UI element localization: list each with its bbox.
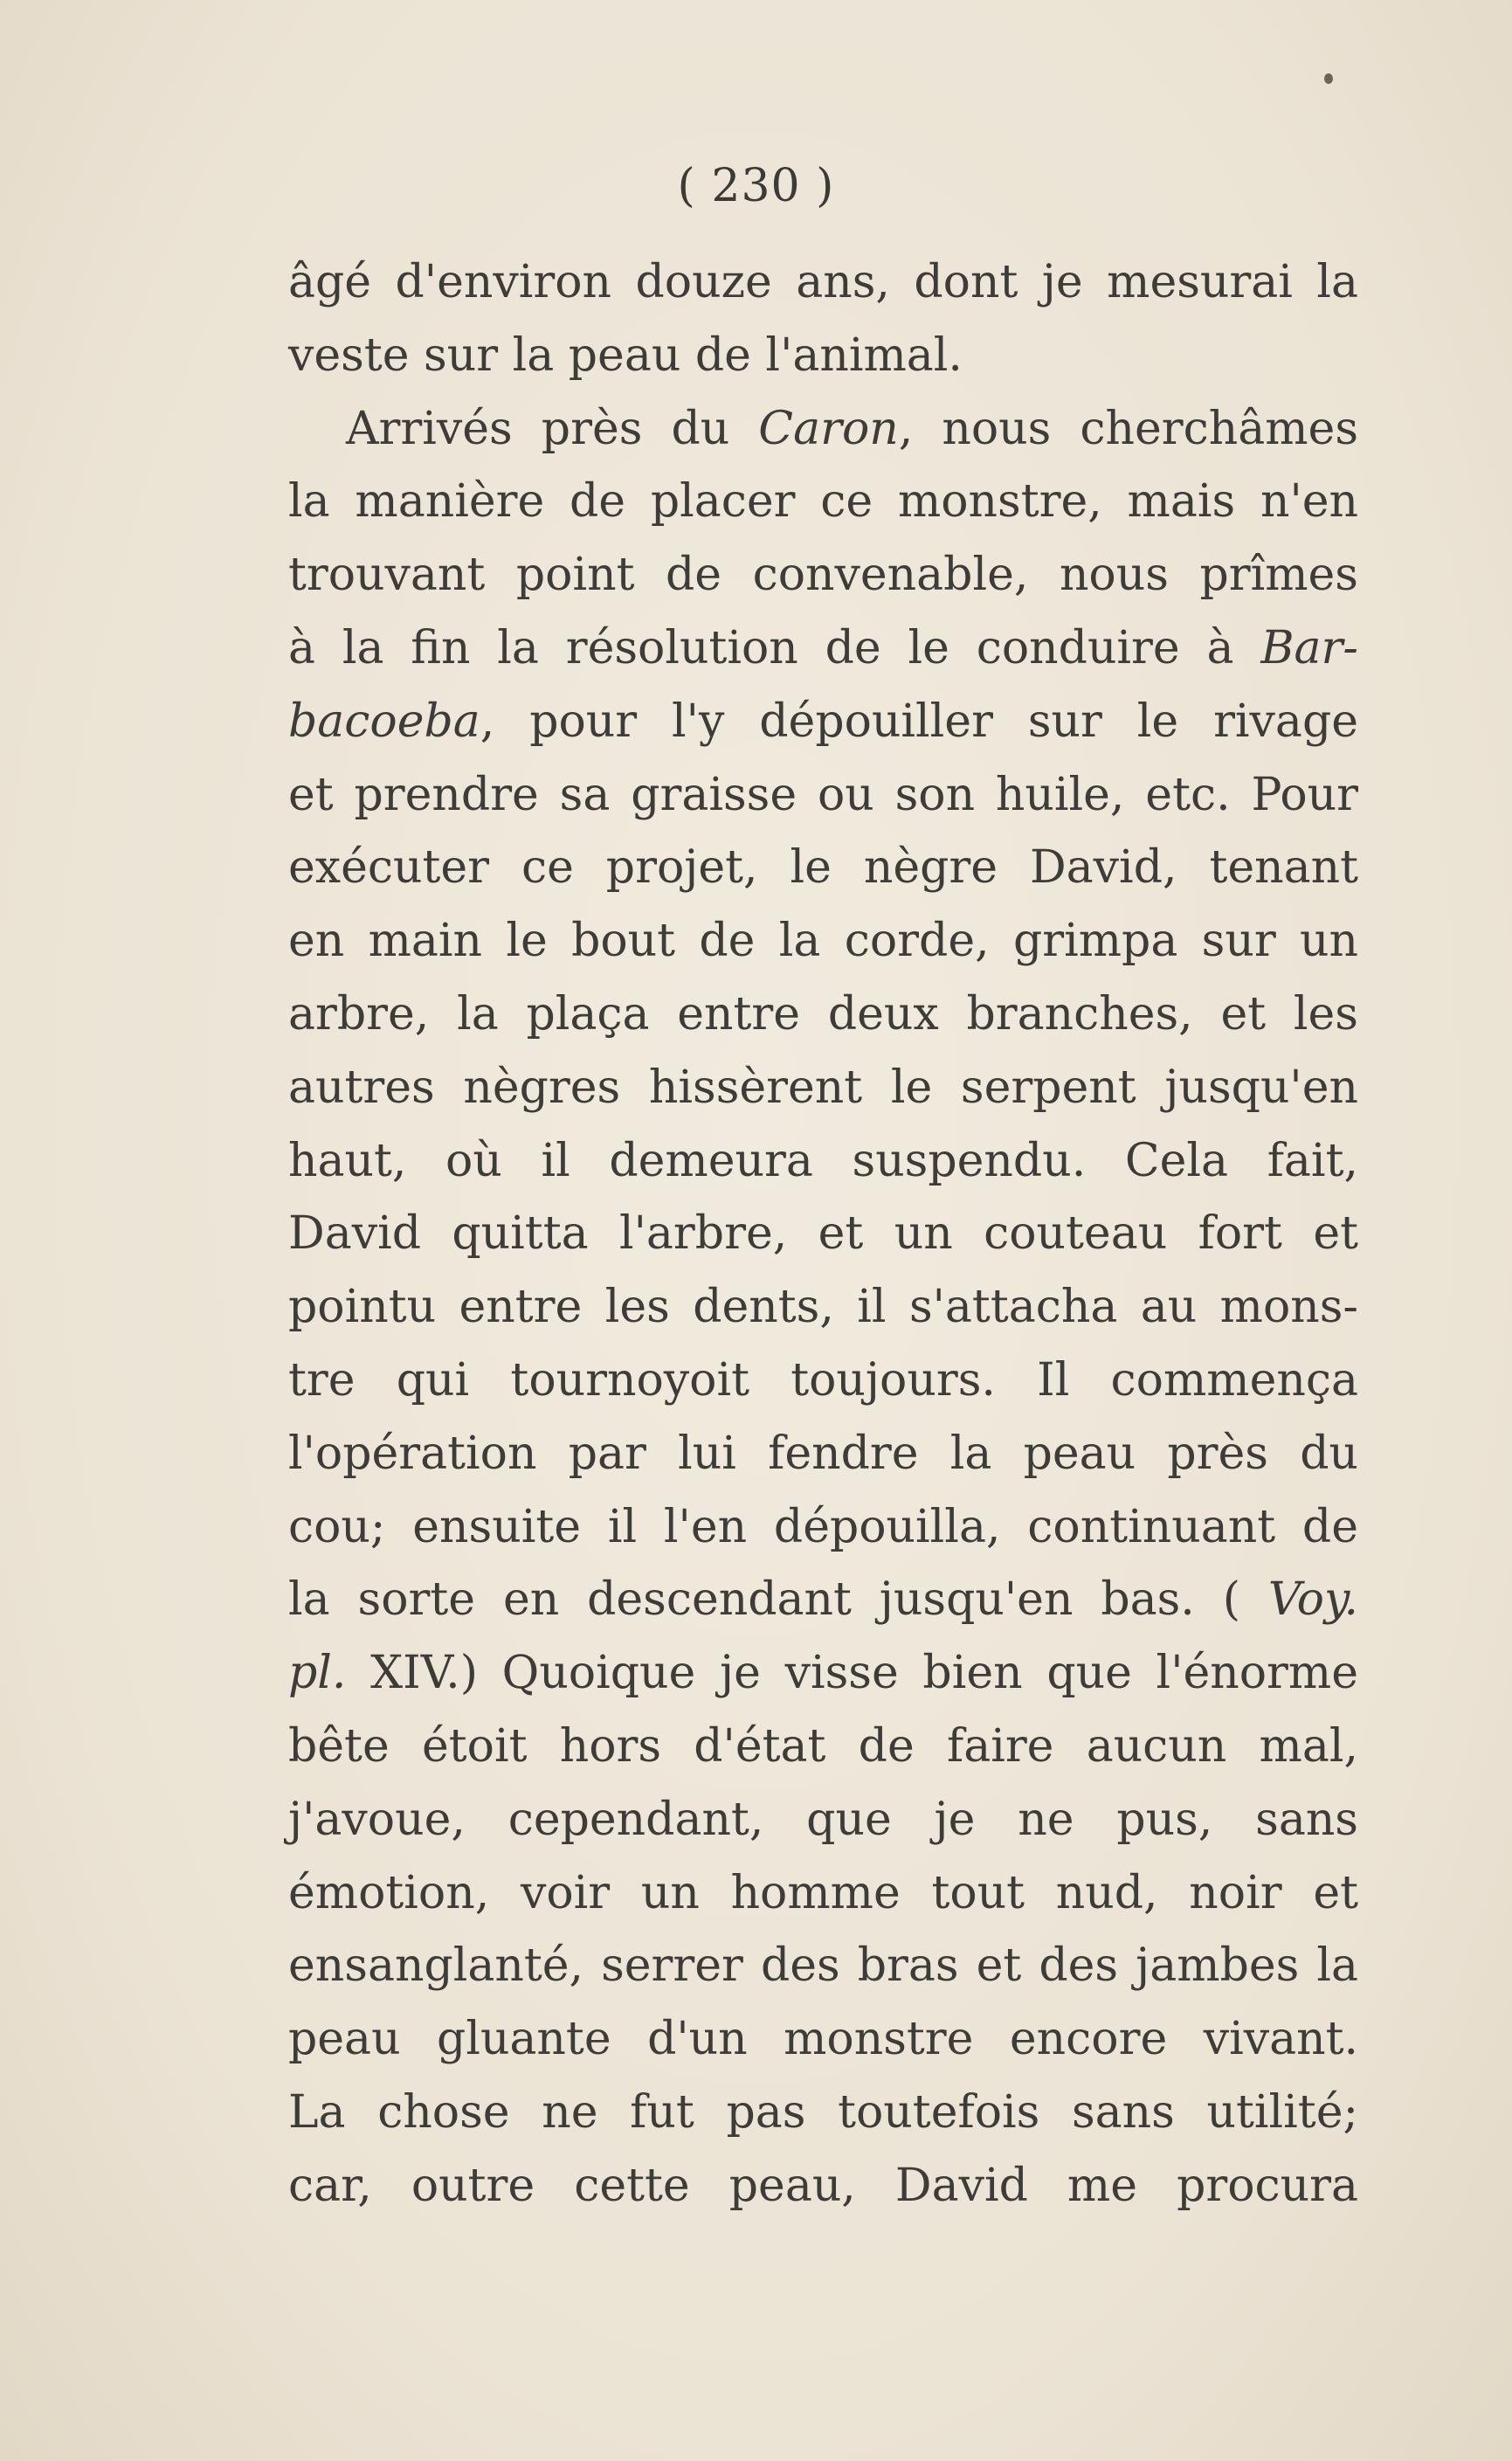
text-line: bête étoit hors d'état de faire aucun mal, (288, 1719, 1358, 1773)
text-line: pointu entre les dents, il s'attacha au mons- (288, 1281, 1358, 1334)
text-line: La chose ne fut pas toutefois sans utilité; (288, 2085, 1358, 2139)
text-line: j'avoue, cependant, que je ne pus, sans (288, 1793, 1358, 1846)
text-line: cou; ensuite il l'en dépouilla, continuant de (288, 1500, 1358, 1553)
text-line: bacoeba, pour l'y dépouiller sur le rivage (288, 695, 1358, 748)
page-number-header: ( 230 ) (677, 160, 835, 212)
text-line: peau gluante d'un monstre encore vivant. (288, 2013, 1358, 2066)
text-line: pl. XIV.) Quoique je visse bien que l'énorme (288, 1647, 1358, 1700)
text-line: David quitta l'arbre, et un couteau fort et (288, 1207, 1358, 1261)
text-line: émotion, voir un homme tout nud, noir et (288, 1866, 1358, 1919)
text-line: exécuter ce projet, le nègre David, tenant (288, 841, 1358, 895)
text-line: la manière de placer ce monstre, mais n'en (288, 475, 1358, 529)
text-line: arbre, la plaça entre deux branches, et les (288, 987, 1358, 1040)
text-line: tre qui tournoyoit toujours. Il commença (288, 1353, 1358, 1407)
text-line: haut, où il demeura suspendu. Cela fait, (288, 1134, 1358, 1187)
text-line: à la fin la résolution de le conduire à Bar- (288, 621, 1358, 674)
text-line: âgé d'environ douze ans, dont je mesurai la (288, 256, 1358, 308)
text-line: ensanglanté, serrer des bras et des jambes la (288, 1939, 1358, 1993)
text-line: trouvant point de convenable, nous prîmes (288, 549, 1358, 602)
ink-speck (1324, 73, 1333, 84)
page-body (288, 246, 1358, 2223)
text-line: et prendre sa graisse ou son huile, etc. Pour (288, 768, 1358, 821)
text-line: car, outre cette peau, David me procura (288, 2159, 1358, 2212)
text-line: la sorte en descendant jusqu'en bas. ( Voy. (288, 1573, 1358, 1627)
text-line: l'opération par lui fendre la peau près du (288, 1427, 1358, 1480)
text-line: en main le bout de la corde, grimpa sur un (288, 915, 1358, 968)
text-line: autres nègres hissèrent le serpent jusqu'en (288, 1061, 1358, 1114)
text-line: Arrivés près du Caron, nous cherchâmes (346, 402, 1358, 455)
text-line: veste sur la peau de l'animal. (288, 328, 963, 382)
